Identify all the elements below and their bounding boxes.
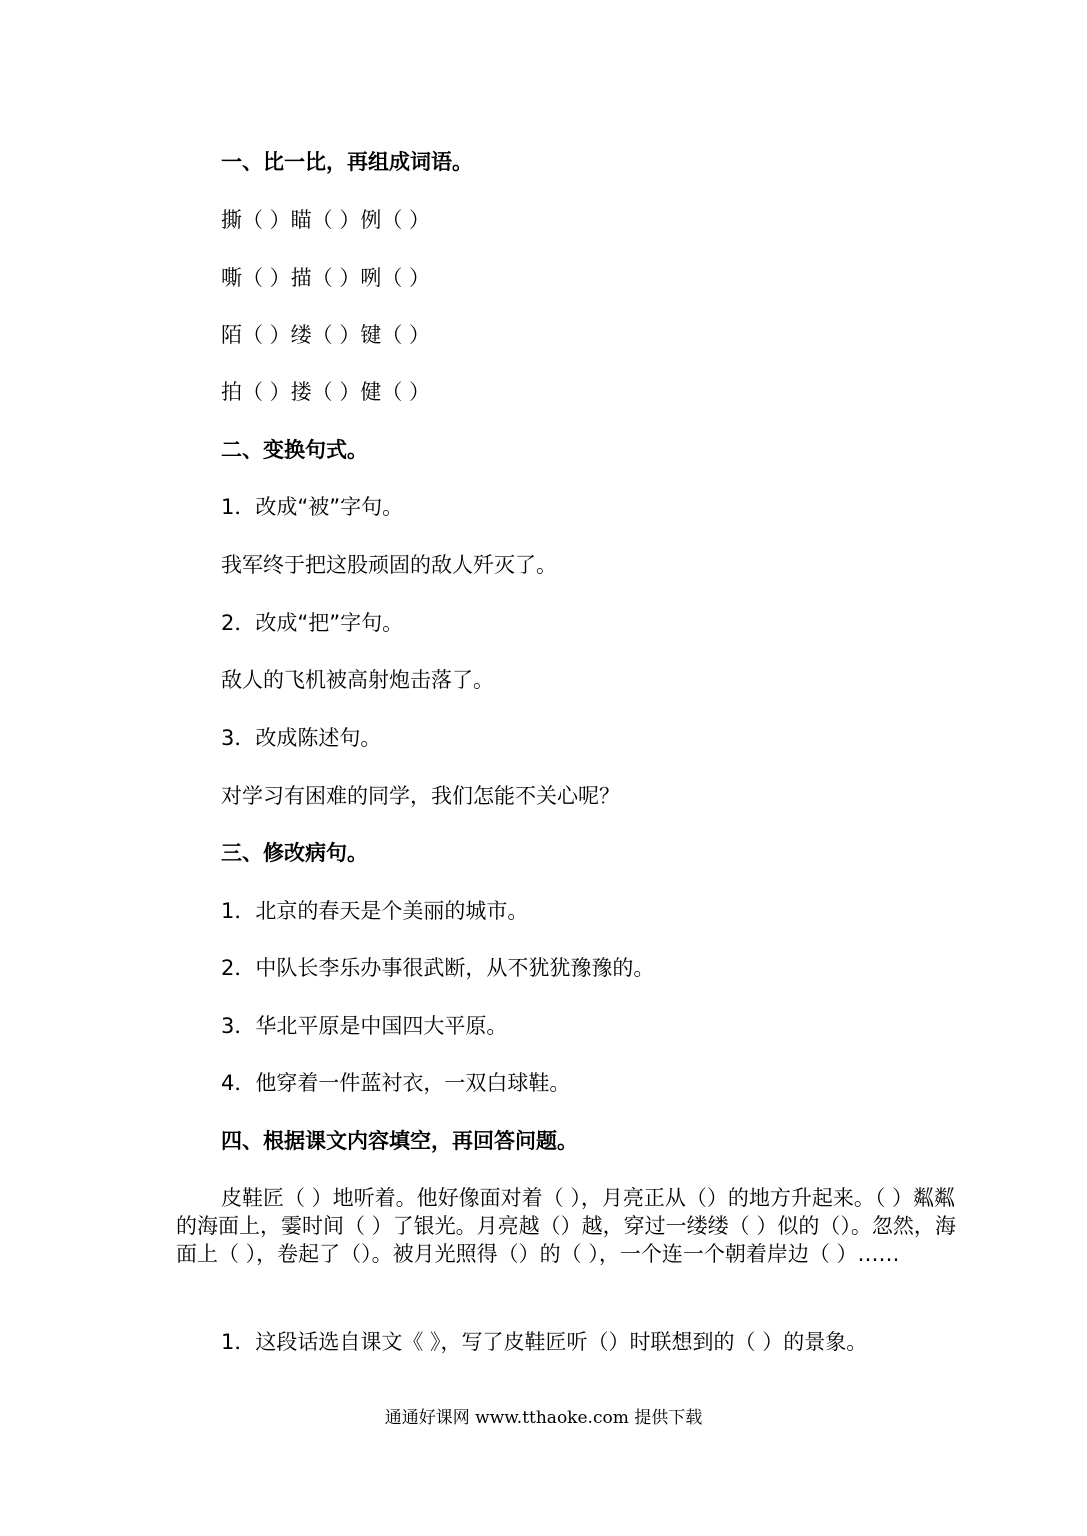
- section4-paragraph: 皮鞋匠（ ）地听着。他好像面对着（ ），月亮正从（）的地方升起来。（ ）粼粼的海面上，霎时间（ ）了银光。月亮越（）越，穿过一缕缕（ ）似的（）。忽然，海面上（ ），卷起了（）。被月光照得（）的（ ），一个连一个朝着岸边（ ）……: [176, 1186, 956, 1266]
- footer-credit: 通通好课网 www.tthaoke.com 提供下载: [384, 1408, 703, 1428]
- section2-prompt-1: 1．改成“被”字句。: [221, 495, 404, 519]
- section4-heading: 四、根据课文内容填空，再回答问题。: [221, 1129, 578, 1153]
- section3-item-1: 1．北京的春天是个美丽的城市。: [221, 899, 529, 923]
- section3-item-4: 4．他穿着一件蓝衬衣，一双白球鞋。: [221, 1071, 571, 1095]
- section3-heading: 三、修改病句。: [221, 841, 368, 865]
- section1-row-4: 拍（ ）搂（ ）健（ ）: [221, 380, 431, 404]
- section1-row-3: 陌（ ）缕（ ）键（ ）: [221, 323, 431, 347]
- section2-sentence-3: 对学习有困难的同学，我们怎能不关心呢？: [221, 784, 620, 808]
- section2-prompt-2: 2．改成“把”字句。: [221, 611, 404, 635]
- section2-heading: 二、变换句式。: [221, 438, 368, 462]
- section3-item-2: 2．中队长李乐办事很武断，从不犹犹豫豫的。: [221, 956, 655, 980]
- section2-prompt-3: 3．改成陈述句。: [221, 726, 382, 750]
- section1-row-1: 撕（ ）瞄（ ）例（ ）: [221, 208, 431, 232]
- section3-item-3: 3．华北平原是中国四大平原。: [221, 1014, 508, 1038]
- section2-sentence-1: 我军终于把这股顽固的敌人歼灭了。: [221, 553, 557, 577]
- section2-sentence-2: 敌人的飞机被高射炮击落了。: [221, 668, 494, 692]
- section4-question-1: 1．这段话选自课文《 》，写了皮鞋匠听（）时联想到的（ ）的景象。: [221, 1330, 868, 1354]
- section1-heading: 一、比一比，再组成词语。: [221, 150, 473, 174]
- section1-row-2: 嘶（ ）描（ ）咧（ ）: [221, 266, 431, 290]
